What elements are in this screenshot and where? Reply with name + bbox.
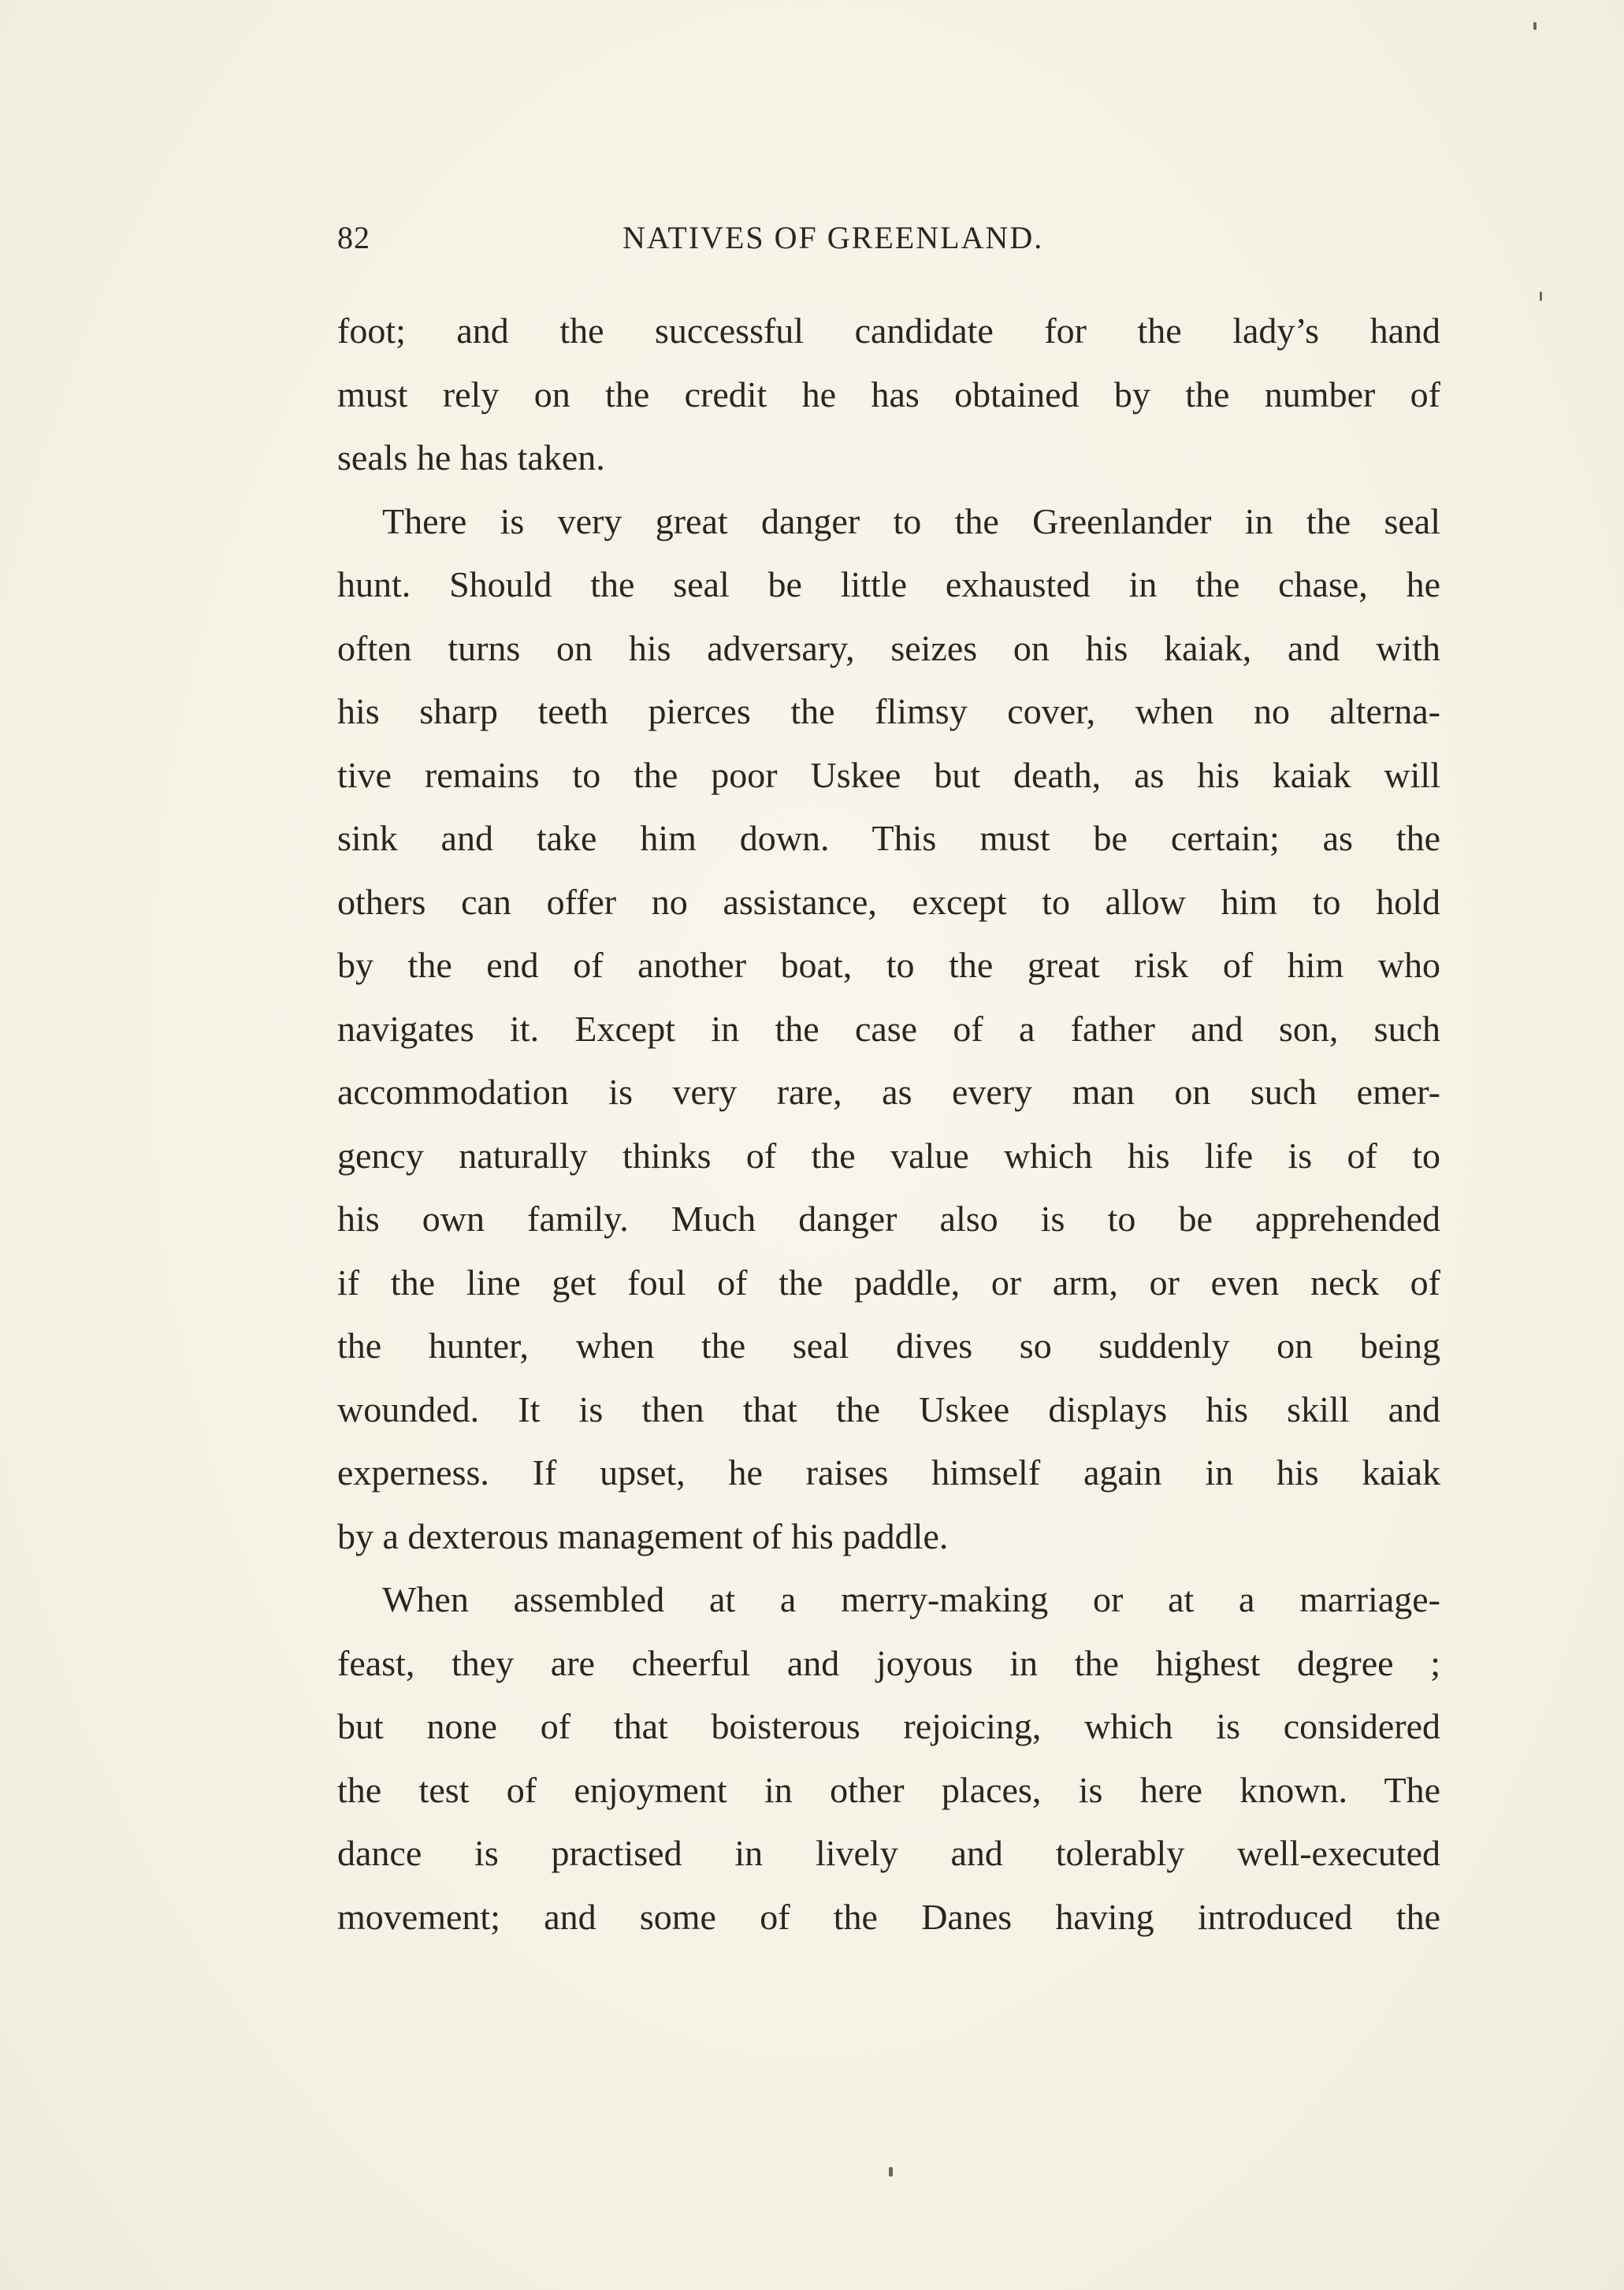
text-line: feast, they are cheerful and joyous in the highest degree ; [337, 1642, 1440, 1683]
text-line: must rely on the credit he has obtained by the number of [337, 374, 1440, 415]
text-line: experness. If upset, he raises himself again in his kaiak [337, 1452, 1440, 1493]
running-title: NATIVES OF GREENLAND. [622, 220, 1044, 255]
ink-speck [1533, 22, 1537, 30]
text-line: sink and take him down. This must be certain; as the [337, 818, 1440, 858]
text-line: tive remains to the poor Uskee but death, as his kaiak will [337, 754, 1440, 795]
text-line: gency naturally thinks of the value which his life is of to [337, 1135, 1440, 1176]
text-line: his own family. Much danger also is to be apprehended [337, 1199, 1440, 1239]
text-line: foot; and the successful candidate for the lady’s hand [337, 310, 1440, 351]
text-line: the hunter, when the seal dives so suddenly on being [337, 1325, 1440, 1366]
ink-speck [889, 2167, 893, 2177]
text-line: dance is practised in lively and tolerably well-executed [337, 1833, 1440, 1873]
text-line: wounded. It is then that the Uskee displays his skill and [337, 1388, 1440, 1429]
text-line: by the end of another boat, to the great risk of him who [337, 945, 1440, 985]
text-line: but none of that boisterous rejoicing, which is considered [337, 1706, 1440, 1746]
text-line: the test of enjoyment in other places, is here known. The [337, 1769, 1440, 1810]
text-line: hunt. Should the seal be little exhausted in the chase, he [337, 564, 1440, 604]
page-header [337, 219, 1440, 266]
paragraph-start-line: There is very great danger to the Greenlander in the seal [382, 500, 1440, 541]
page-number: 82 [337, 220, 370, 255]
text-line: others can offer no assistance, except to allow him to hold [337, 881, 1440, 922]
text-line: his sharp teeth pierces the flimsy cover, when no alterna- [337, 691, 1440, 731]
paragraph-start-line: When assembled at a merry-making or at a marriage- [382, 1579, 1440, 1619]
text-line: seals he has taken. [337, 437, 605, 478]
text-line: by a dexterous management of his paddle. [337, 1515, 949, 1556]
text-line: if the line get foul of the paddle, or arm, or even neck of [337, 1262, 1440, 1303]
text-line: navigates it. Except in the case of a father and son, such [337, 1008, 1440, 1049]
body-text [337, 299, 1440, 1949]
text-line: movement; and some of the Danes having introduced the [337, 1896, 1440, 1937]
ink-speck [1540, 292, 1542, 301]
text-line: often turns on his adversary, seizes on his kaiak, and with [337, 627, 1440, 668]
text-line: accommodation is very rare, as every man on such emer- [337, 1072, 1440, 1112]
